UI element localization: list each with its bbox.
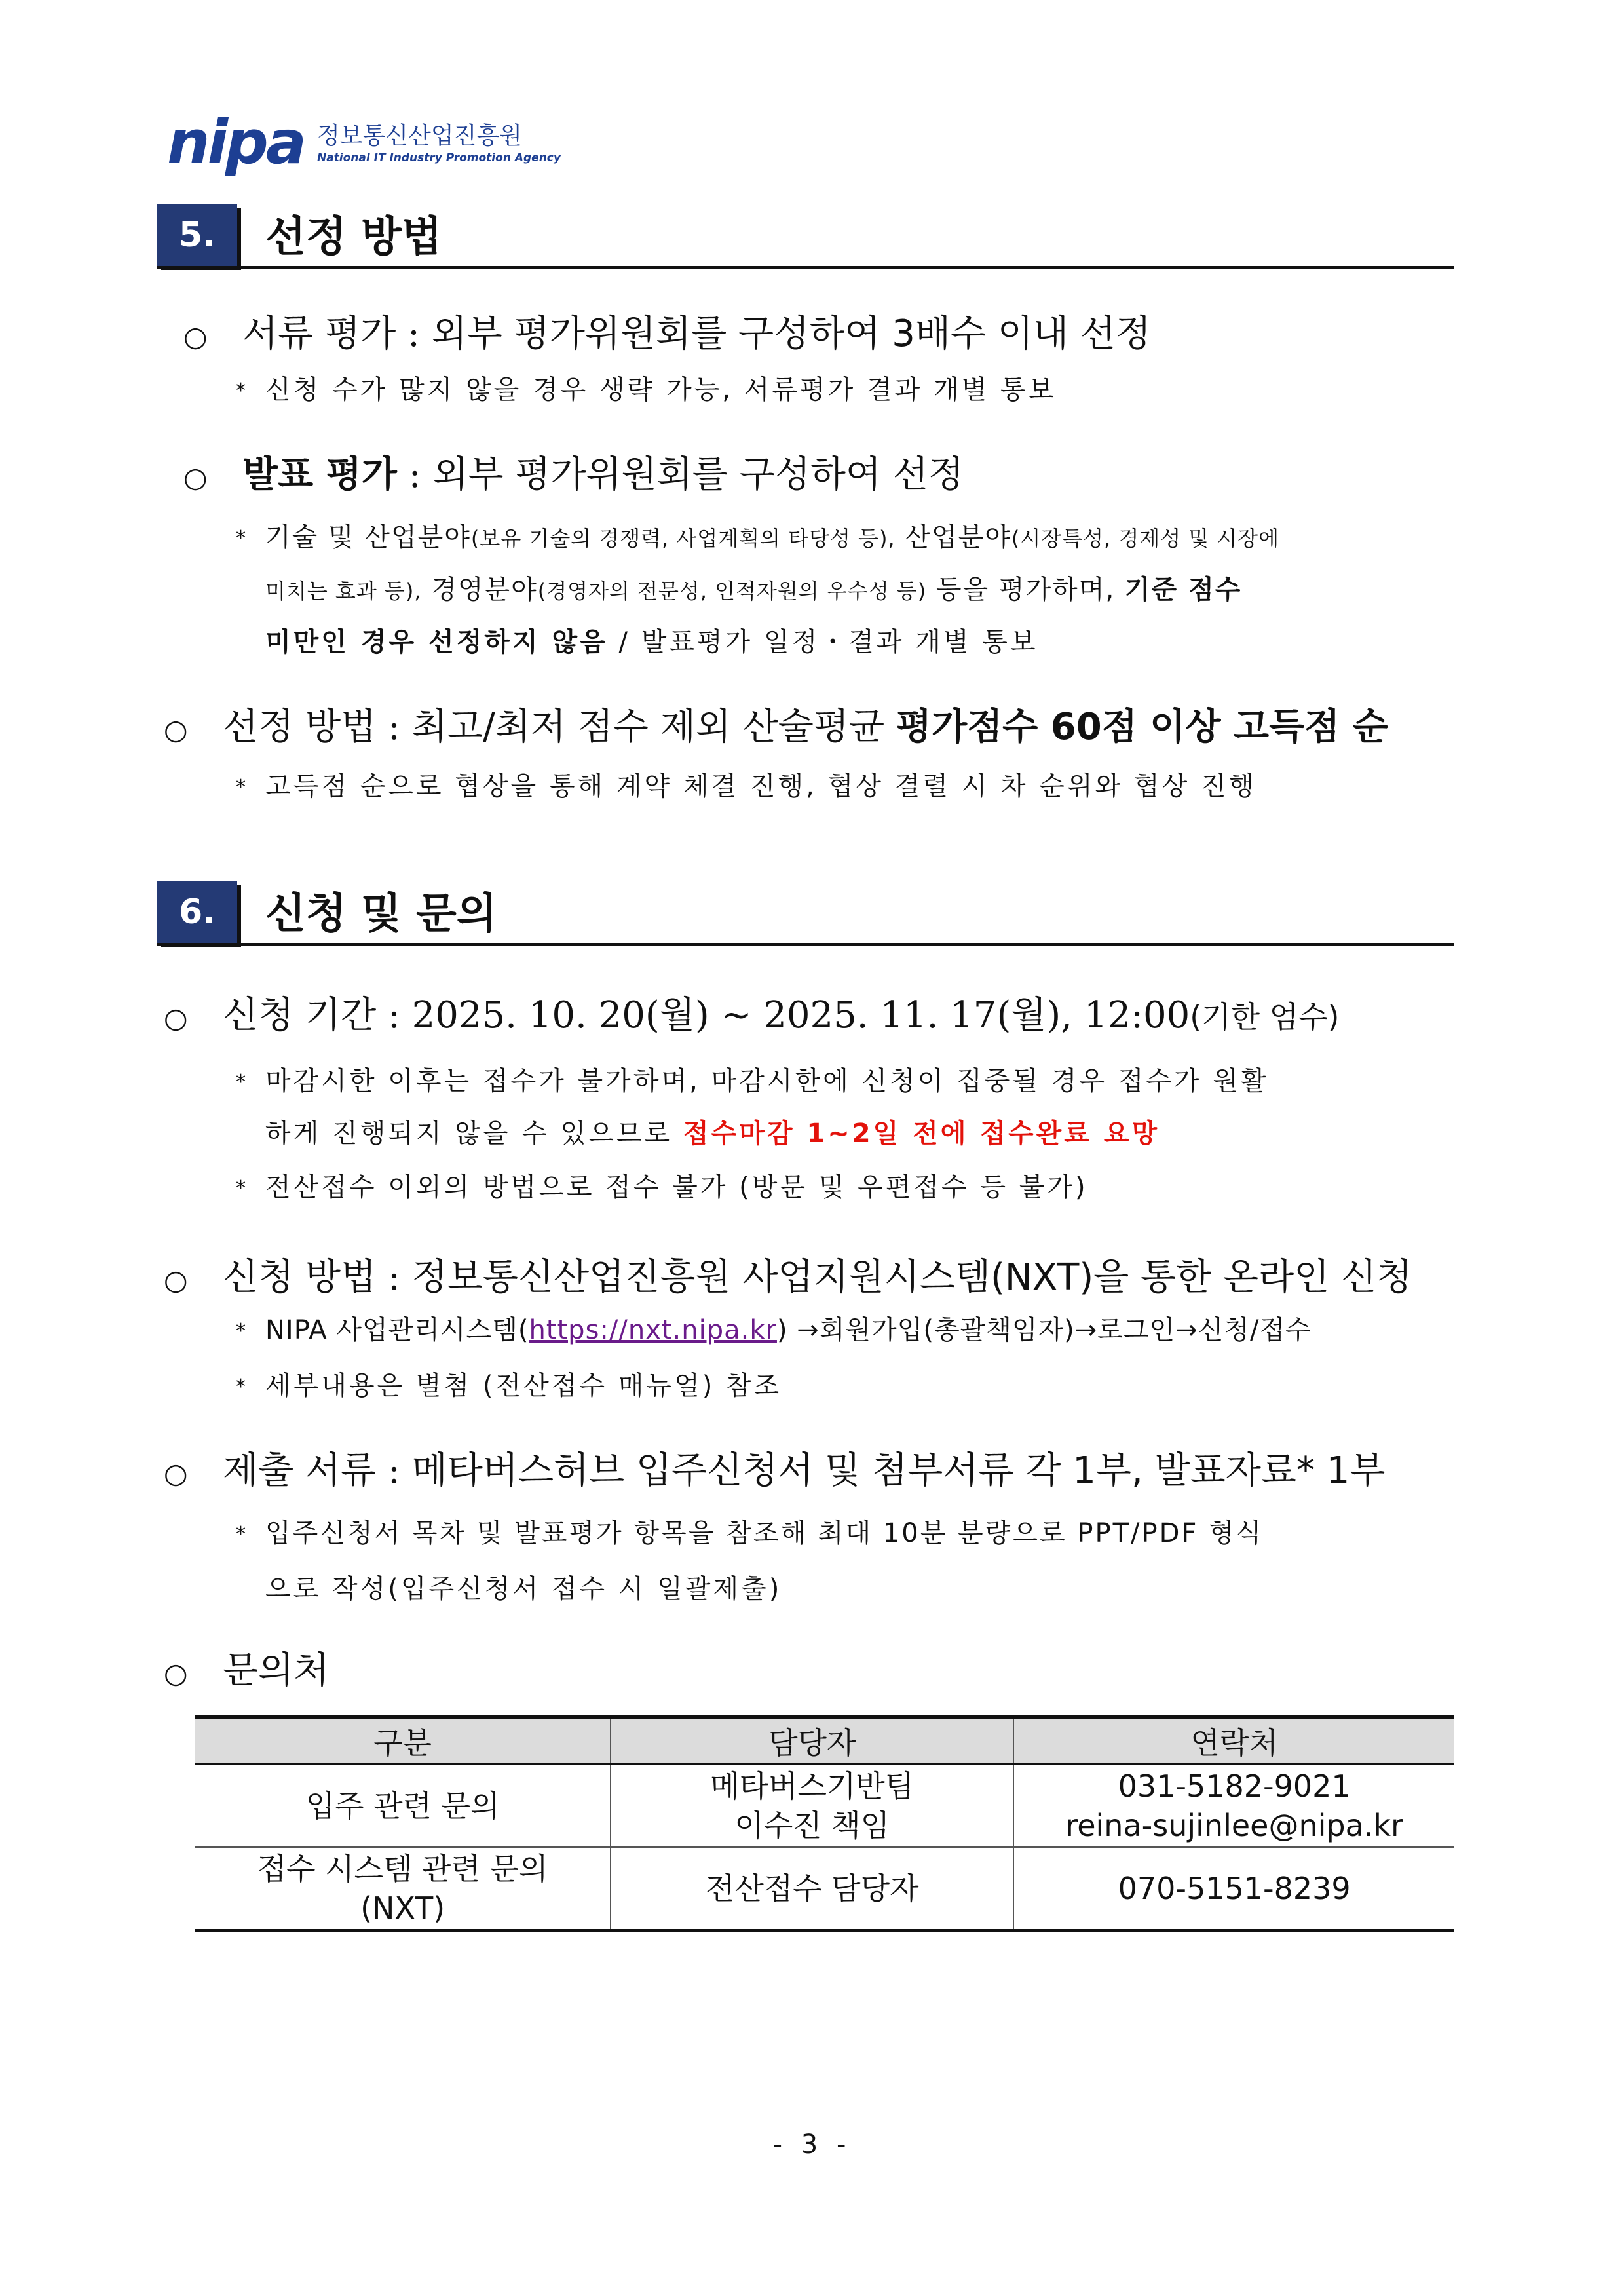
circle-bullet-icon: ○ (164, 1264, 188, 1296)
logo-name-ko: 정보통신산업진흥원 (316, 123, 522, 149)
note-period-deadline-line1: * 마감시한 이후는 접수가 불가하며, 마감시한에 신청이 집중될 경우 접수가 원활 (236, 1055, 1454, 1109)
note-period-deadline-line2: 하게 진행되지 않을 수 있으므로 접수마감 1~2일 전에 접수완료 요망 (265, 1119, 1160, 1149)
page-number: - 3 - (772, 2130, 852, 2160)
asterisk-icon: * (236, 776, 248, 799)
circle-bullet-icon: ○ (183, 320, 208, 353)
section-number: 5. (157, 204, 237, 266)
table-header-row (195, 1717, 1454, 1765)
table-header: 구분 (195, 1717, 611, 1765)
logo-mark: nipa (167, 107, 304, 178)
bullet-document-review: ○ 서류 평가 : 외부 평가위원회를 구성하여 3배수 이내 선정 (183, 308, 1151, 363)
asterisk-icon: * (236, 1320, 246, 1343)
table-row (195, 1765, 1454, 1848)
table-cell: 전산접수 담당자 (611, 1847, 1013, 1931)
nipa-logo (167, 107, 561, 183)
bullet-application-method: ○ 신청 방법 : 정보통신산업진흥원 사업지원시스템(NXT)을 통한 온라인 신청 (164, 1252, 1412, 1307)
circle-bullet-icon: ○ (183, 461, 208, 493)
note-selection-method: * 고득점 순으로 협상을 통해 계약 체결 진행, 협상 결렬 시 차 순위와 협상 진행 (236, 760, 1454, 814)
table-cell: 입주 관련 문의 (195, 1765, 611, 1848)
table-cell: 031-5182-9021 reina-sujinlee@nipa.kr (1013, 1765, 1454, 1848)
bullet-presentation-review: ○ 발표 평가 : 외부 평가위원회를 구성하여 선정 (183, 449, 964, 504)
asterisk-icon: * (236, 1071, 248, 1094)
bullet-documents: ○ 제출 서류 : 메타버스허브 입주신청서 및 첨부서류 각 1부, 발표자료* 1부 (164, 1445, 1386, 1500)
logo-name-en: National IT Industry Promotion Agency (316, 151, 561, 164)
bullet-contact: ○ 문의처 (164, 1645, 329, 1700)
note-presentation-line3: 미만인 경우 선정하지 않음 / 발표평가 일정・결과 개별 통보 (265, 627, 1038, 657)
section-5-header (157, 204, 1454, 269)
table-header: 연락처 (1013, 1717, 1454, 1765)
table-cell: 접수 시스템 관련 문의 (NXT) (195, 1847, 611, 1931)
note-period-online-only: * 전산접수 이외의 방법으로 접수 불가 (방문 및 우편접수 등 불가) (236, 1161, 1454, 1215)
section-number: 6. (157, 881, 237, 943)
note-documents-line2: 으로 작성(입주신청서 접수 시 일괄제출) (265, 1574, 782, 1604)
circle-bullet-icon: ○ (164, 714, 188, 746)
circle-bullet-icon: ○ (164, 1002, 188, 1034)
table-row (195, 1847, 1454, 1931)
note-method-system: * NIPA 사업관리시스템(https://nxt.nipa.kr) →회원가입(총괄책임자)→로그인→신청/접수 (236, 1304, 1454, 1358)
note-method-manual: * 세부내용은 별첨 (전산접수 매뉴얼) 참조 (236, 1360, 1454, 1413)
note-presentation-line2: 미치는 효과 등), 경영분야(경영자의 전문성, 인적자원의 우수성 등) 등을 평가하며, 기준 점수 (265, 575, 1242, 605)
asterisk-icon: * (236, 1375, 248, 1398)
contact-table (195, 1715, 1454, 1932)
note-presentation-line1: * 기술 및 산업분야(보유 기술의 경쟁력, 사업계획의 타당성 등), 산업분야(시장특성, 경제성 및 시장에 (236, 511, 1454, 565)
section-title: 선정 방법 (265, 213, 442, 261)
table-header: 담당자 (611, 1717, 1013, 1765)
circle-bullet-icon: ○ (164, 1457, 188, 1489)
bullet-selection-method: ○ 선정 방법 : 최고/최저 점수 제외 산술평균 평가점수 60점 이상 고득점 순 (164, 701, 1388, 756)
table-cell: 070-5151-8239 (1013, 1847, 1454, 1931)
circle-bullet-icon: ○ (164, 1657, 188, 1689)
note-documents-line1: * 입주신청서 목차 및 발표평가 항목을 참조해 최대 10분 분량으로 PPT/PDF 형식 (236, 1507, 1454, 1561)
table-cell: 메타버스기반팀 이수진 책임 (611, 1765, 1013, 1848)
asterisk-icon: * (236, 379, 248, 402)
note-document-review: * 신청 수가 많지 않을 경우 생략 가능, 서류평가 결과 개별 통보 (236, 364, 1454, 417)
section-6-header (157, 881, 1454, 946)
logo-text (317, 111, 561, 165)
asterisk-icon: * (236, 1523, 248, 1546)
bullet-application-period: ○ 신청 기간 : 2025. 10. 20(월) ~ 2025. 11. 17(월), 12:00(기한 엄수) (164, 989, 1339, 1044)
asterisk-icon: * (236, 527, 247, 550)
asterisk-icon: * (236, 1177, 248, 1200)
section-title: 신청 및 문의 (265, 890, 497, 938)
nxt-link[interactable]: https://nxt.nipa.kr (529, 1315, 777, 1345)
